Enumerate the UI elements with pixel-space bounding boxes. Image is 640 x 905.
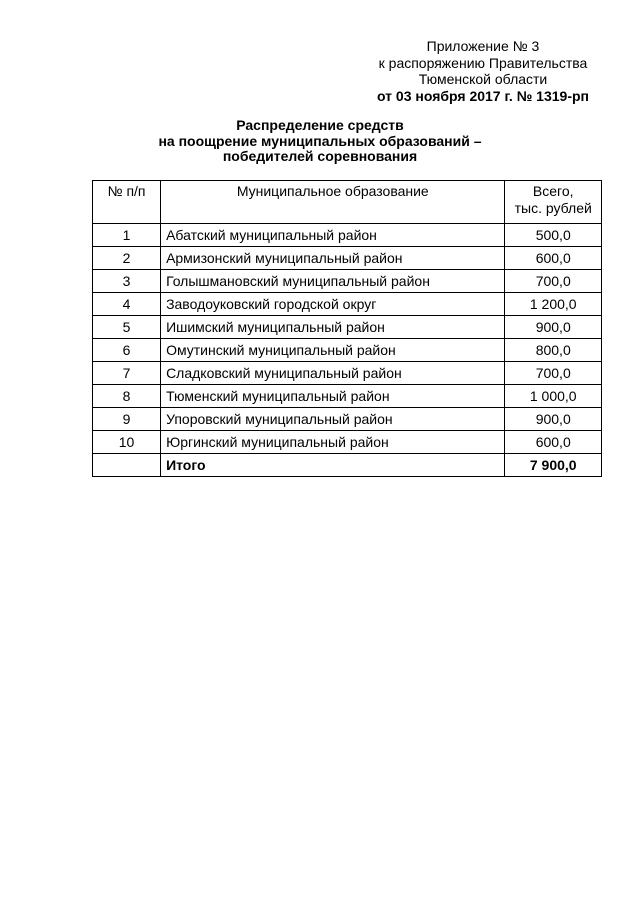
table-row	[93, 385, 602, 408]
table-body	[93, 224, 602, 477]
row-amount: 900,0	[505, 408, 602, 431]
appendix-number: Приложение № 3	[426, 38, 540, 54]
row-number: 9	[93, 408, 161, 431]
total-amount: 7 900,0	[505, 454, 602, 477]
row-amount: 500,0	[505, 224, 602, 247]
row-municipality: Упоровский муниципальный район	[161, 408, 505, 431]
row-number: 7	[93, 362, 161, 385]
row-number: 4	[93, 293, 161, 316]
table-row	[93, 408, 602, 431]
row-amount: 900,0	[505, 316, 602, 339]
appendix-date-number: от 03 ноября 2017 г. № 1319-рп	[376, 87, 589, 104]
row-municipality: Ишимский муниципальный район	[161, 316, 505, 339]
row-municipality: Омутинский муниципальный район	[161, 339, 505, 362]
document-title	[0, 118, 640, 165]
table-row	[93, 339, 602, 362]
row-municipality: Абатский муниципальный район	[161, 224, 505, 247]
appendix-region: Тюменской области	[418, 71, 548, 87]
distribution-table	[92, 180, 602, 477]
header-total-amount	[505, 181, 602, 224]
row-number: 1	[93, 224, 161, 247]
row-amount: 600,0	[505, 247, 602, 270]
row-number: 3	[93, 270, 161, 293]
header-total-line-1: Всего,	[532, 183, 574, 199]
title-line-2: на поощрение муниципальных образований –	[158, 132, 482, 149]
row-municipality: Тюменский муниципальный район	[161, 385, 505, 408]
row-number: 8	[93, 385, 161, 408]
table-row	[93, 247, 602, 270]
row-municipality: Сладковский муниципальный район	[161, 362, 505, 385]
appendix-order-ref: к распоряжению Правительства	[378, 54, 588, 71]
row-amount: 700,0	[505, 270, 602, 293]
row-amount: 700,0	[505, 362, 602, 385]
table-row	[93, 316, 602, 339]
total-label: Итого	[161, 454, 505, 477]
title-line-3: победителей соревнования	[222, 148, 418, 164]
table-row	[93, 270, 602, 293]
table-row	[93, 362, 602, 385]
title-line-1: Распределение средств	[236, 117, 404, 133]
row-amount: 600,0	[505, 431, 602, 454]
row-municipality: Юргинский муниципальный район	[161, 431, 505, 454]
header-number: № п/п	[93, 181, 161, 224]
row-amount: 1 000,0	[505, 385, 602, 408]
table-total-row	[93, 454, 602, 477]
appendix-header	[377, 38, 589, 104]
row-number: 10	[93, 431, 161, 454]
table-header-row	[93, 181, 602, 224]
row-number: 5	[93, 316, 161, 339]
row-municipality: Заводоуковский городской округ	[161, 293, 505, 316]
header-municipality: Муниципальное образование	[161, 181, 505, 224]
row-municipality: Голышмановский муниципальный район	[161, 270, 505, 293]
row-municipality: Армизонский муниципальный район	[161, 247, 505, 270]
row-number: 2	[93, 247, 161, 270]
table-row	[93, 293, 602, 316]
row-amount: 1 200,0	[505, 293, 602, 316]
table-row	[93, 224, 602, 247]
header-total-line-2: тыс. рублей	[514, 199, 592, 216]
row-amount: 800,0	[505, 339, 602, 362]
total-number-cell	[93, 454, 161, 477]
row-number: 6	[93, 339, 161, 362]
table-row	[93, 431, 602, 454]
